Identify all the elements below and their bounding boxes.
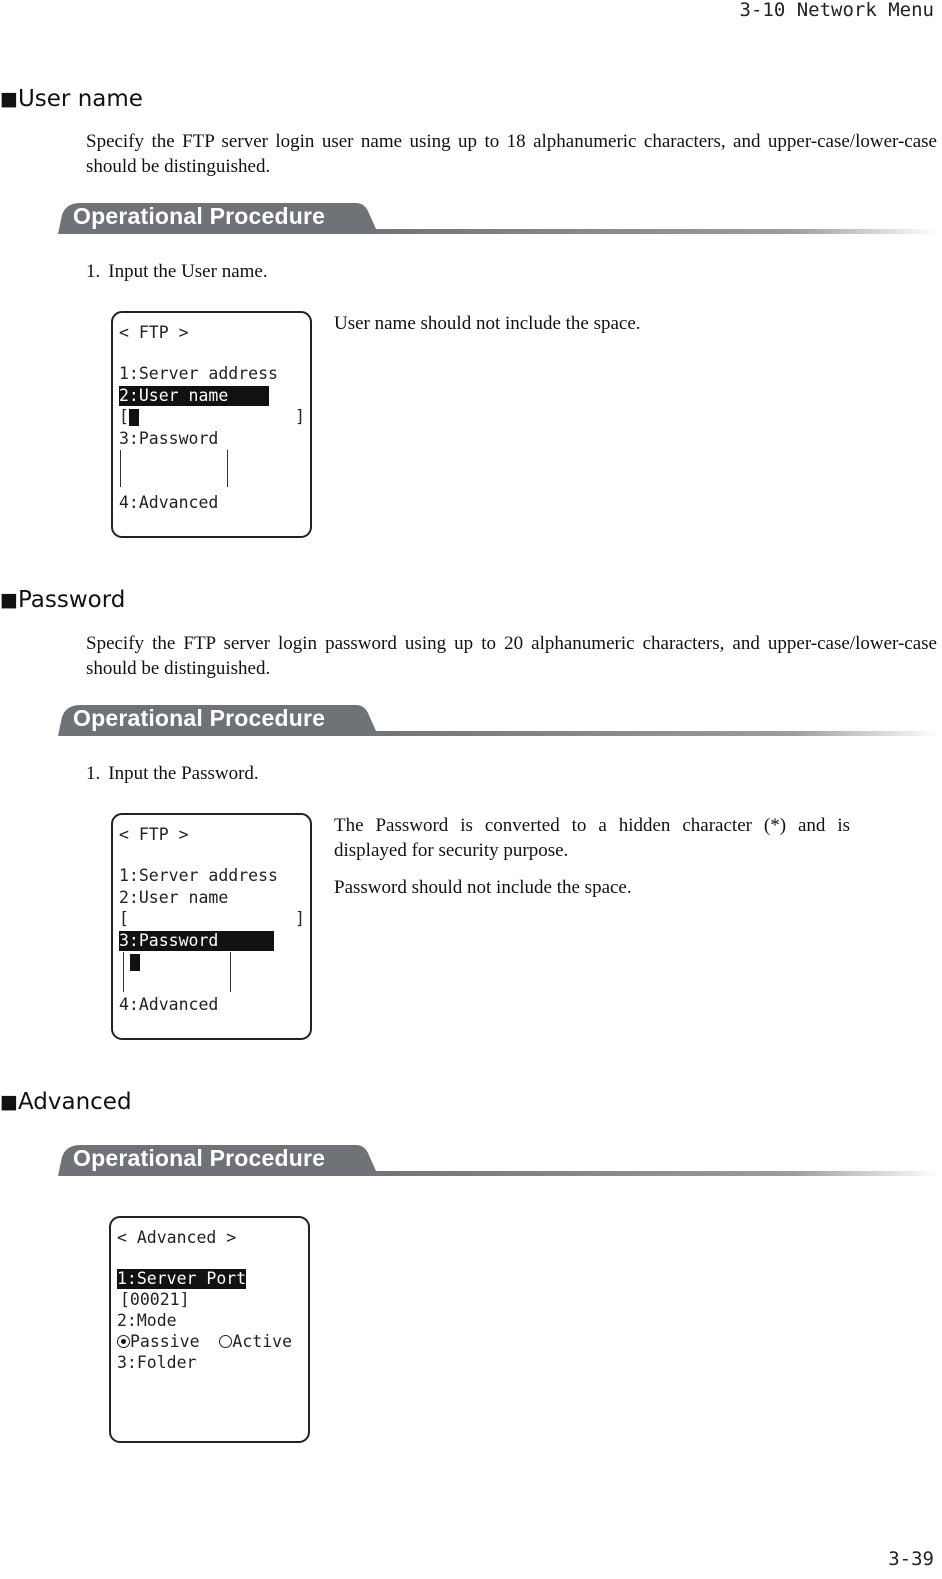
step-text: Input the User name. [108, 261, 268, 282]
ftp-screen-user-name [111, 311, 312, 538]
menu-item-advanced[interactable]: 4:Advanced [119, 493, 219, 512]
radio-passive-selected-icon[interactable] [117, 1335, 130, 1348]
input-bracket-close: ] [295, 909, 305, 928]
menu-item-server-address[interactable]: 1:Server address [119, 364, 278, 383]
procedure-label: Operational Procedure [73, 1145, 326, 1171]
input-bracket-open: [ [119, 407, 129, 426]
operational-procedure-banner [58, 1143, 938, 1177]
radio-active-icon[interactable] [219, 1335, 232, 1348]
input-bracket-open: [ [119, 909, 129, 928]
square-bullet-icon: ■ [0, 589, 18, 611]
screen-title: < FTP > [119, 825, 189, 844]
server-port-value[interactable]: [00021] [120, 1290, 190, 1309]
section-title-text: User name [17, 86, 143, 112]
ftp-screen-password [111, 813, 312, 1040]
step-text: Input the Password. [108, 763, 259, 784]
advanced-screen [109, 1216, 310, 1443]
text-cursor [129, 409, 139, 426]
password-note-hidden: The Password is converted to a hidden character (*) and is displayed for security purpose. [334, 815, 850, 861]
password-input-box[interactable] [120, 450, 228, 487]
input-bracket-close: ] [295, 407, 305, 426]
user-step-1 [86, 261, 268, 283]
square-bullet-icon: ■ [0, 1091, 18, 1113]
mode-passive-label[interactable]: Passive [130, 1332, 200, 1351]
password-step-1 [86, 763, 259, 785]
menu-item-password-selected[interactable]: 3:Password [119, 931, 274, 951]
menu-item-folder[interactable]: 3:Folder [117, 1353, 197, 1372]
operational-procedure-banner [58, 703, 938, 737]
section-title-password [0, 587, 125, 613]
menu-item-server-address[interactable]: 1:Server address [119, 866, 278, 885]
section-title-user-name [0, 86, 143, 112]
procedure-label: Operational Procedure [73, 203, 326, 229]
page-number: 3-39 [888, 1548, 934, 1570]
screen-title: < FTP > [119, 323, 189, 342]
page-header: 3-10 Network Menu [739, 0, 934, 21]
operational-procedure-banner [58, 201, 938, 235]
mode-active-label[interactable]: Active [232, 1332, 293, 1351]
menu-item-user-name[interactable]: 2:User name [119, 888, 229, 907]
procedure-label: Operational Procedure [73, 705, 326, 731]
section-title-advanced [0, 1089, 132, 1115]
user-name-description: Specify the FTP server login user name using up to 18 alphanumeric characters, and upper-case/lower-case should be distinguished. [86, 131, 937, 177]
section-title-text: Password [17, 587, 126, 613]
mode-options [117, 1332, 292, 1352]
text-cursor [130, 954, 140, 971]
menu-item-mode[interactable]: 2:Mode [117, 1311, 177, 1330]
step-number: 1. [86, 763, 101, 784]
menu-item-server-port-selected[interactable]: 1:Server Port [117, 1269, 247, 1288]
step-number: 1. [86, 261, 101, 282]
menu-item-user-name-selected[interactable]: 2:User name [119, 386, 269, 406]
password-description: Specify the FTP server login password using up to 20 alphanumeric characters, and upper-case/lower-case should be distinguished. [86, 633, 937, 679]
password-note-space: Password should not include the space. [334, 877, 632, 898]
screen-title: < Advanced > [117, 1228, 237, 1247]
menu-item-password[interactable]: 3:Password [119, 429, 219, 448]
menu-item-advanced[interactable]: 4:Advanced [119, 995, 219, 1014]
square-bullet-icon: ■ [0, 88, 18, 110]
section-title-text: Advanced [17, 1089, 132, 1115]
user-name-note: User name should not include the space. [334, 313, 641, 334]
